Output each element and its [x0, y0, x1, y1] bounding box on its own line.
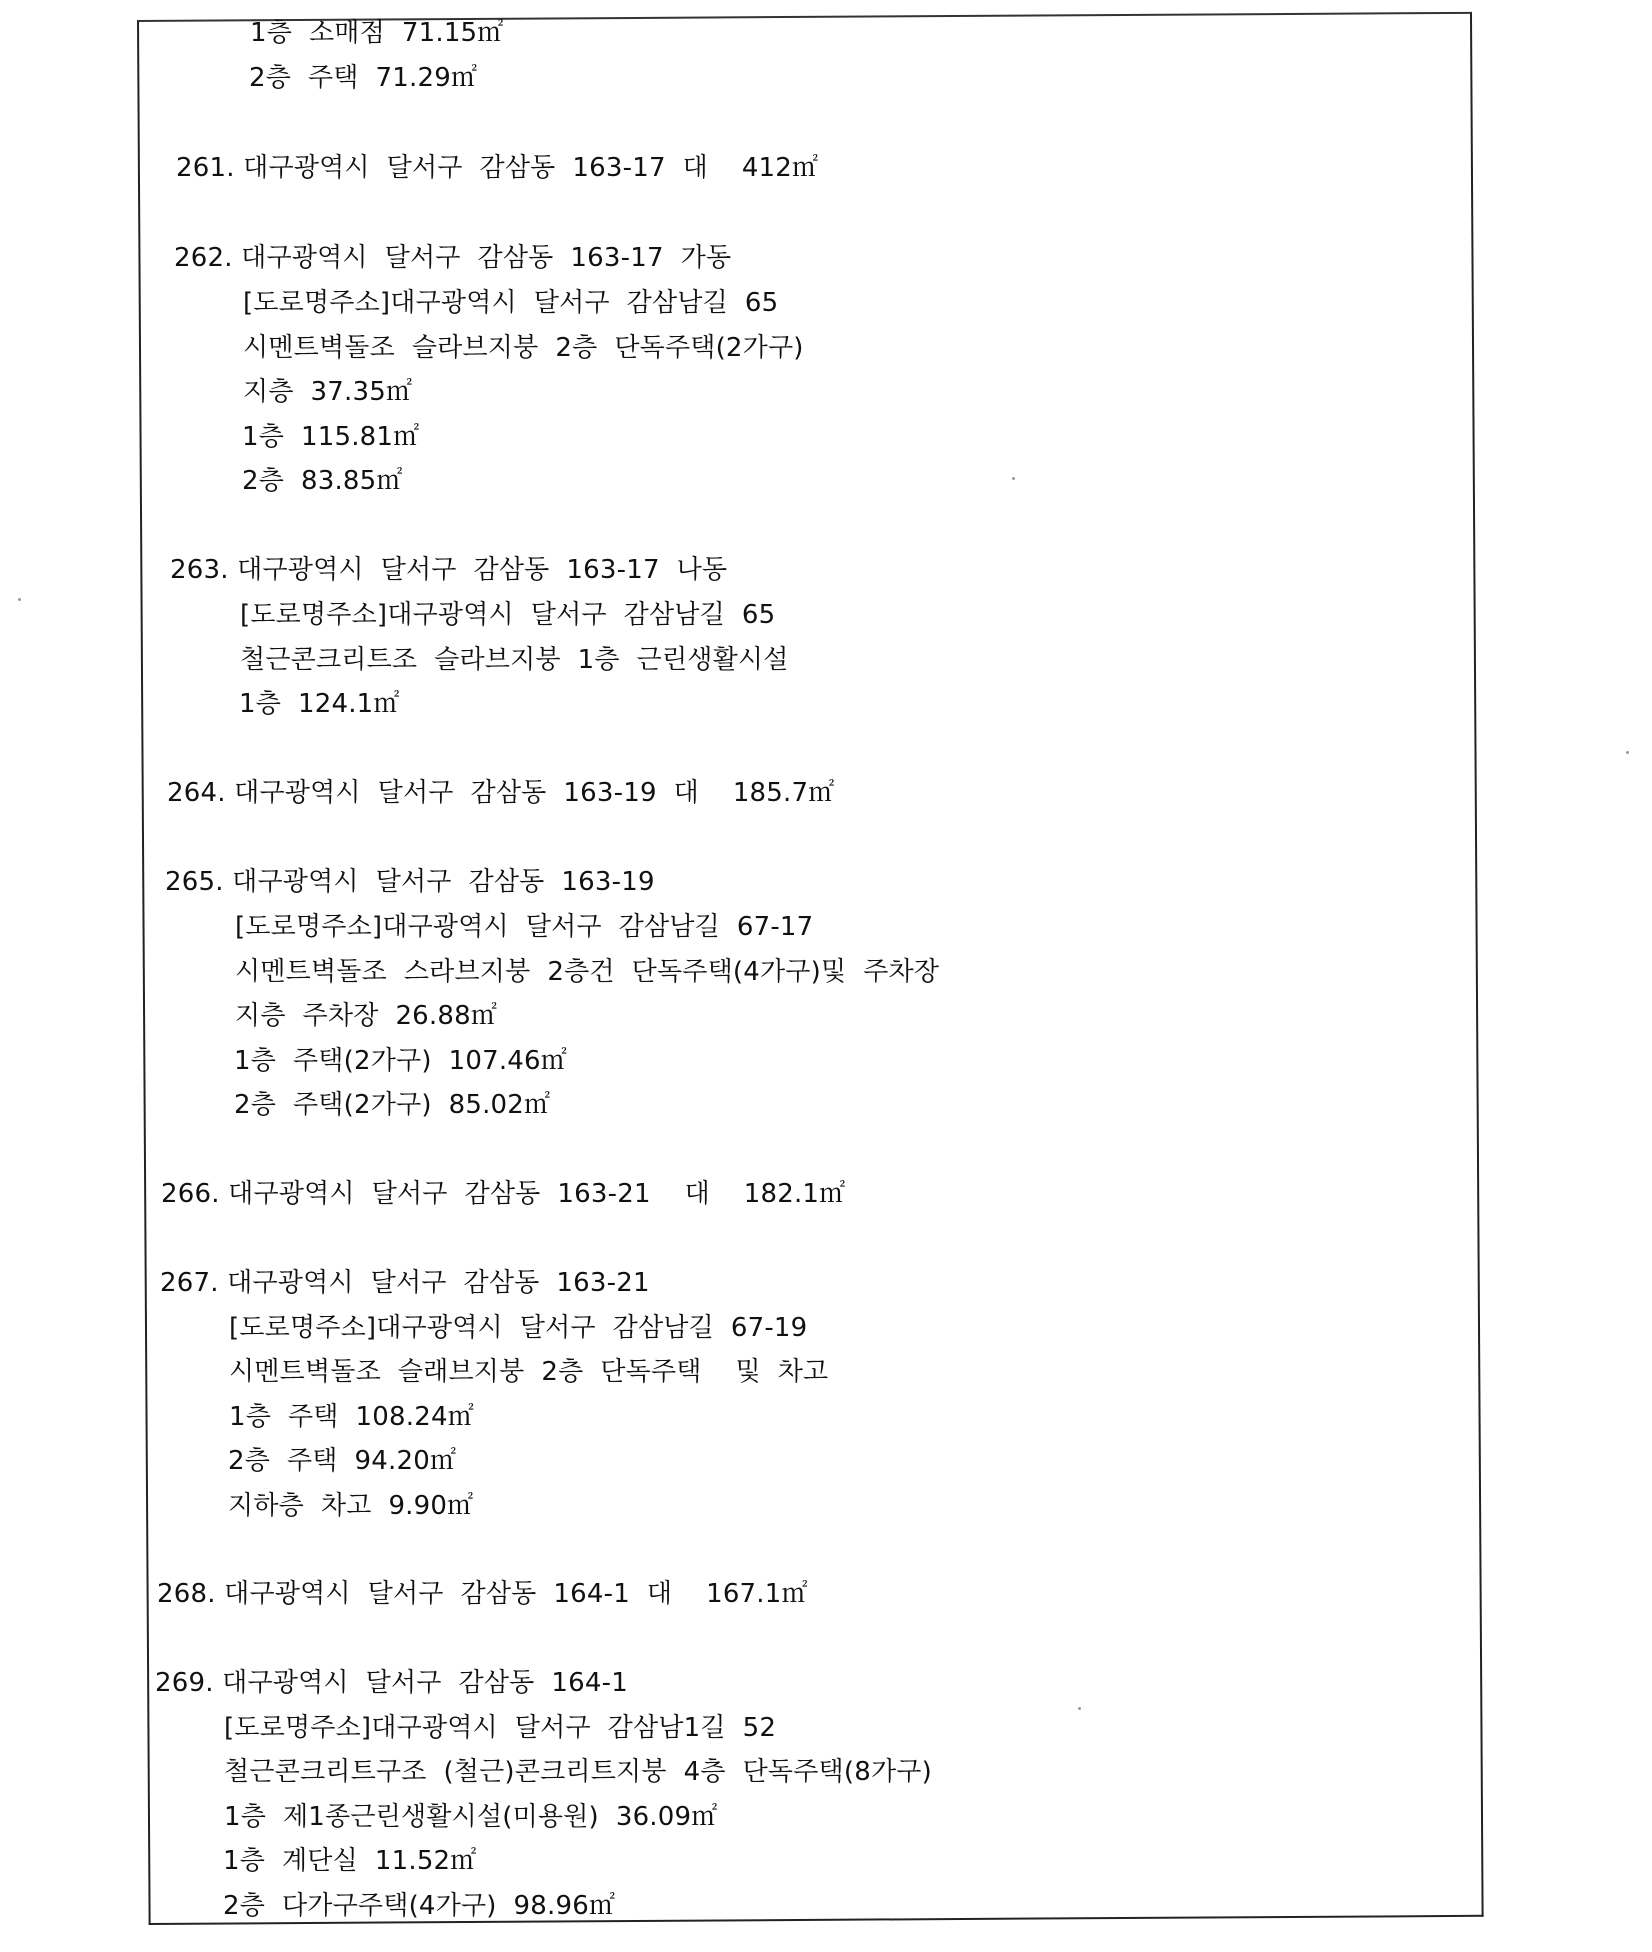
floor-area: 2층 83.85㎡ — [242, 466, 403, 496]
floor-area: 지층 37.35㎡ — [243, 377, 413, 407]
floor-area: 1층 124.1㎡ — [239, 689, 400, 719]
entry-268: 268. 대구광역시 달서구 감삼동 164-1 대 167.1㎡ — [157, 1579, 808, 1609]
entry-266: 266. 대구광역시 달서구 감삼동 163-21 대 182.1㎡ — [161, 1179, 846, 1209]
road-address: [도로명주소]대구광역시 달서구 감삼남길 65 — [240, 600, 776, 630]
road-address: [도로명주소]대구광역시 달서구 감삼남길 67-19 — [229, 1313, 808, 1343]
entry-262: 262. 대구광역시 달서구 감삼동 163-17 가동 — [174, 243, 732, 273]
text-line: 2층 주택 71.29㎡ — [249, 63, 478, 93]
entry-265: 265. 대구광역시 달서구 감삼동 163-19 — [165, 867, 655, 897]
scan-speck — [1012, 477, 1015, 480]
building-spec: 철근콘크리트구조 (철근)콘크리트지붕 4층 단독주택(8가구) — [224, 1757, 932, 1787]
floor-area: 지층 주차장 26.88㎡ — [235, 1001, 498, 1031]
floor-area: 지하층 차고 9.90㎡ — [228, 1491, 474, 1521]
floor-area: 1층 115.81㎡ — [242, 422, 420, 452]
building-spec: 시멘트벽돌조 슬래브지붕 2층 단독주택 및 차고 — [229, 1357, 829, 1387]
building-spec: 철근콘크리트조 슬라브지붕 1층 근린생활시설 — [240, 645, 789, 675]
floor-area: 2층 주택(2가구) 85.02㎡ — [234, 1090, 551, 1120]
entry-267: 267. 대구광역시 달서구 감삼동 163-21 — [160, 1268, 650, 1298]
scan-speck — [1078, 1707, 1081, 1710]
entry-264: 264. 대구광역시 달서구 감삼동 163-19 대 185.7㎡ — [167, 778, 835, 808]
floor-area: 1층 제1종근린생활시설(미용원) 36.09㎡ — [224, 1802, 718, 1832]
entry-261: 261. 대구광역시 달서구 감삼동 163-17 대 412㎡ — [176, 153, 819, 183]
floor-area: 2층 다가구주택(4가구) 98.96㎡ — [223, 1891, 616, 1921]
floor-area: 1층 주택 108.24㎡ — [229, 1402, 474, 1432]
building-spec: 시멘트벽돌조 슬라브지붕 2층 단독주택(2가구) — [243, 333, 804, 363]
building-spec: 시멘트벽돌조 스라브지붕 2층건 단독주택(4가구)및 주차장 — [235, 957, 940, 987]
scan-speck — [1626, 751, 1629, 754]
floor-area: 1층 주택(2가구) 107.46㎡ — [234, 1046, 567, 1076]
entry-263: 263. 대구광역시 달서구 감삼동 163-17 나동 — [170, 555, 728, 585]
floor-area: 2층 주택 94.20㎡ — [228, 1446, 457, 1476]
road-address: [도로명주소]대구광역시 달서구 감삼남길 67-17 — [235, 912, 814, 942]
entry-269: 269. 대구광역시 달서구 감삼동 164-1 — [155, 1668, 628, 1698]
text-line: 1층 소매점 71.15㎡ — [250, 18, 504, 48]
road-address: [도로명주소]대구광역시 달서구 감삼남1길 52 — [224, 1713, 777, 1743]
road-address: [도로명주소]대구광역시 달서구 감삼남길 65 — [243, 288, 779, 318]
scan-speck — [18, 598, 21, 601]
floor-area: 1층 계단실 11.52㎡ — [223, 1846, 477, 1876]
